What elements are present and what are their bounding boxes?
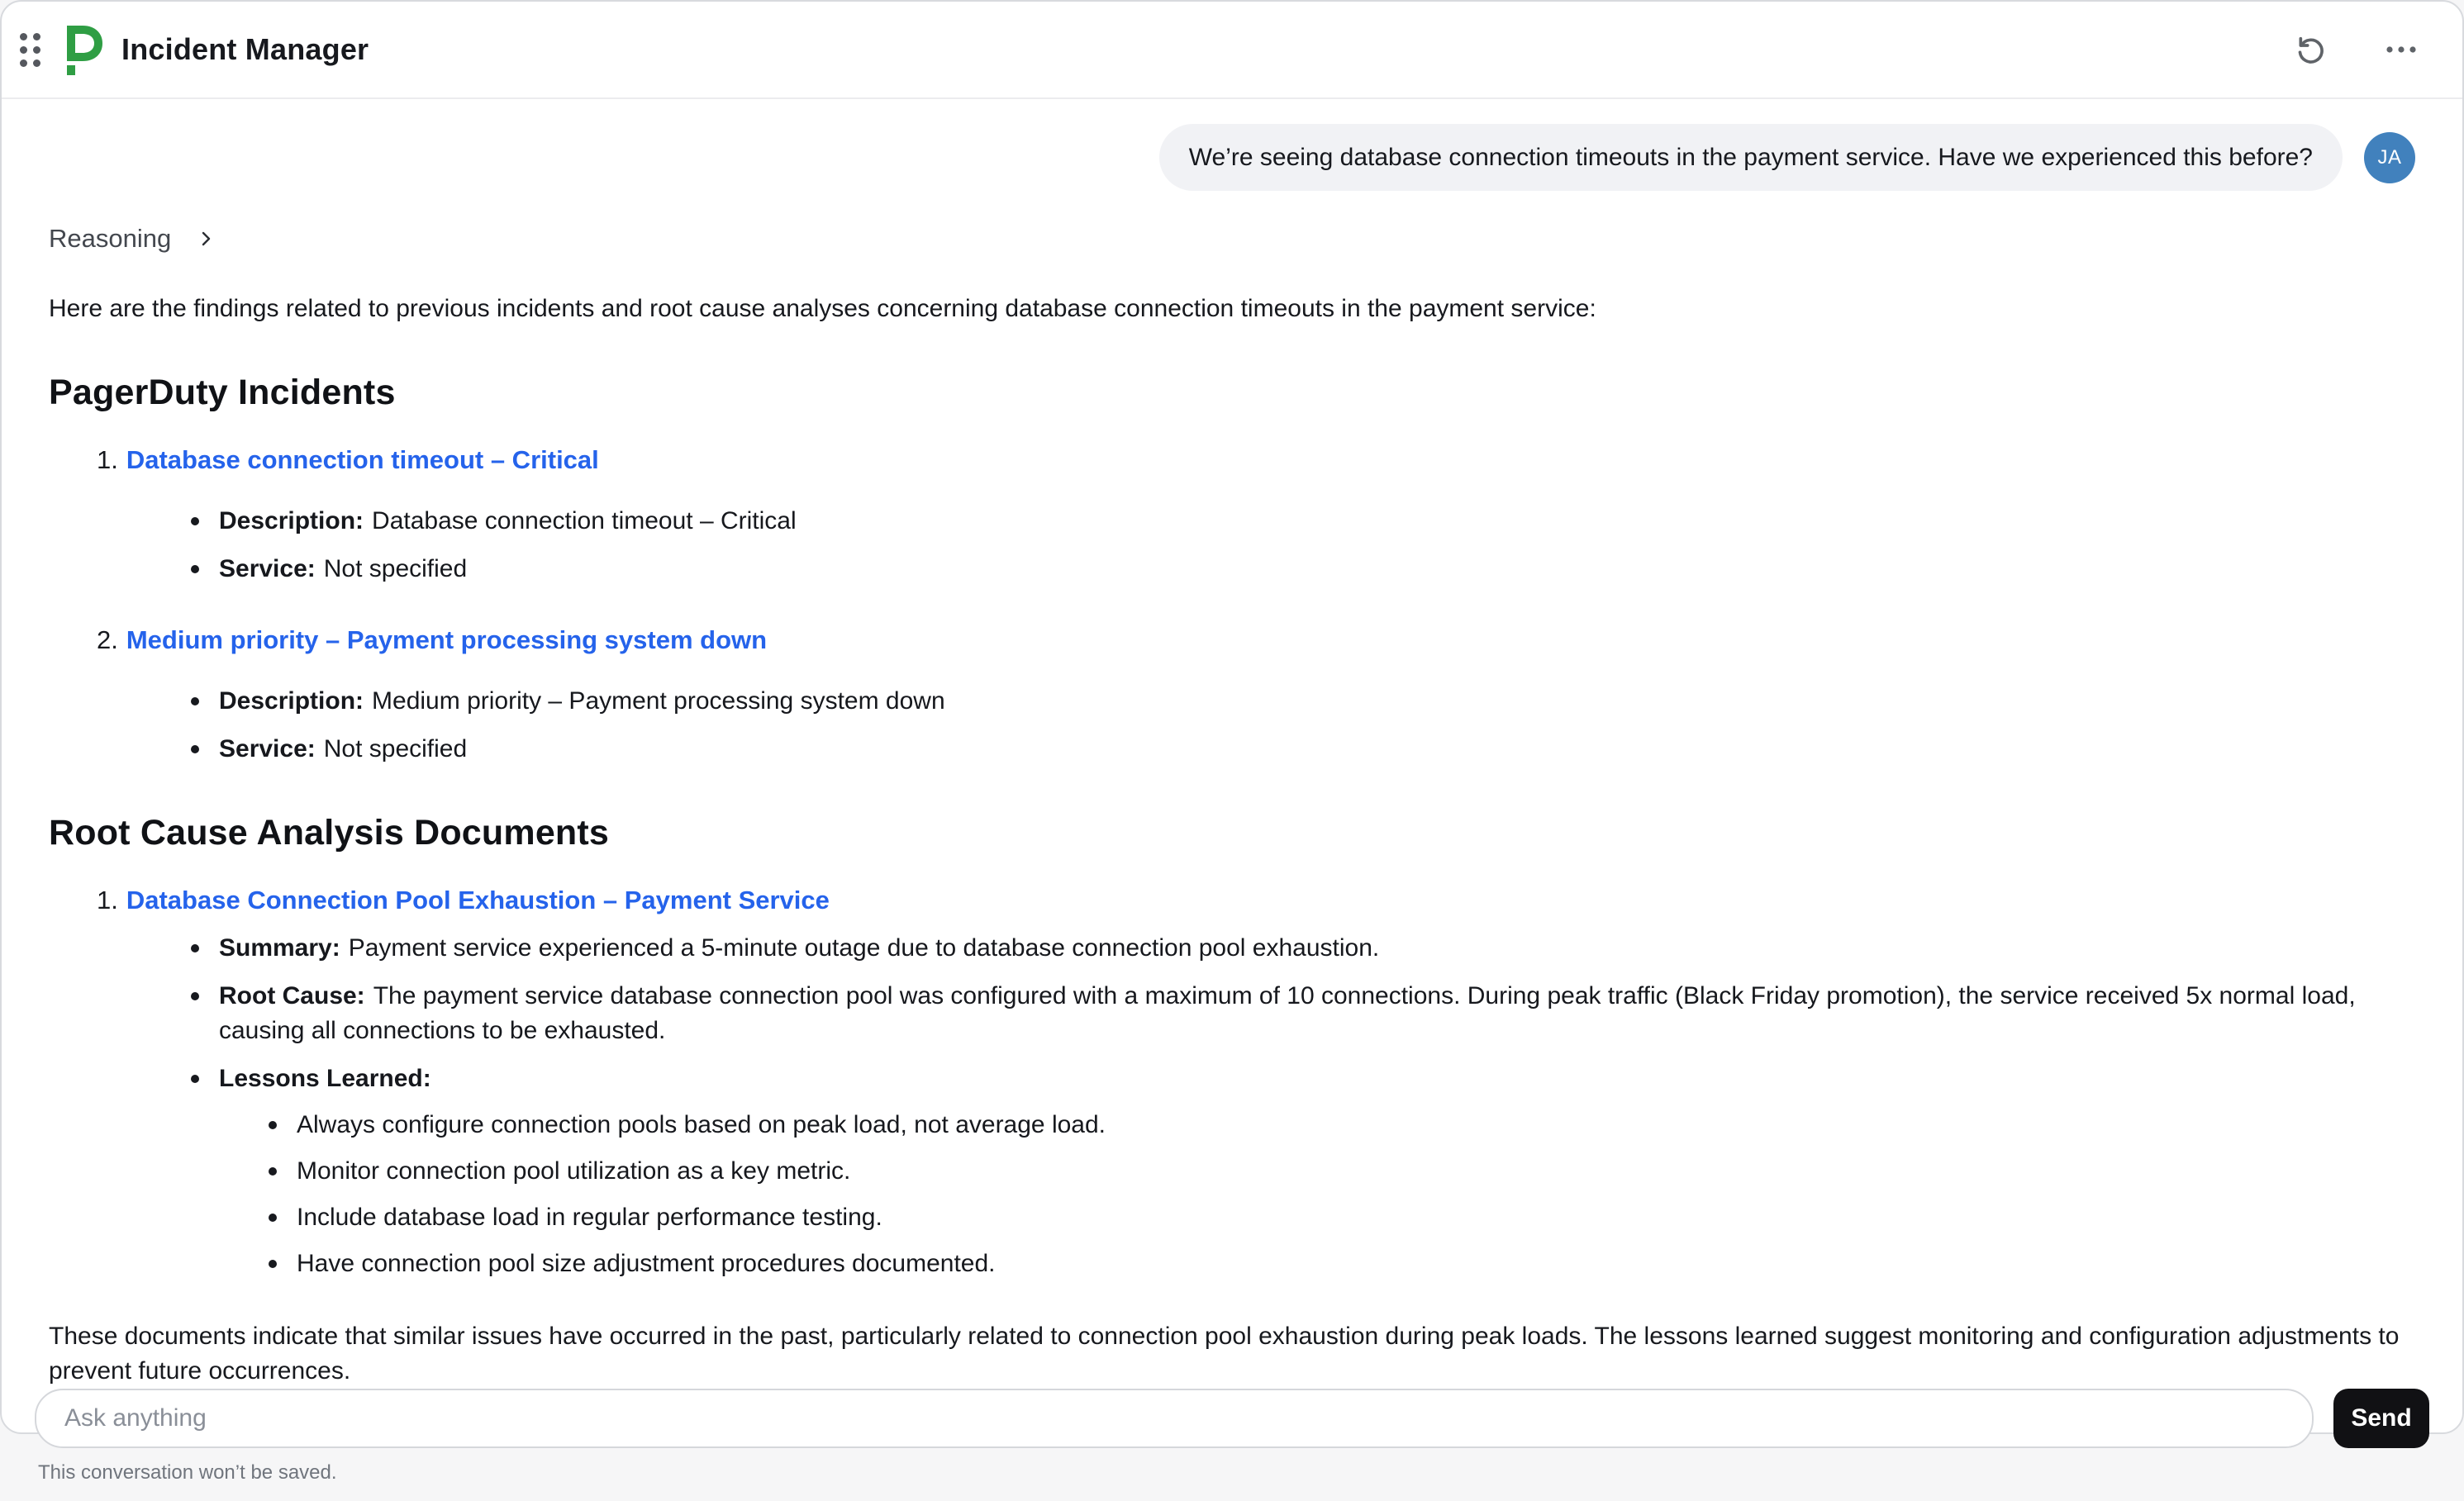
field-value: Not specified: [323, 554, 468, 582]
conversation-disclaimer: This conversation won’t be saved.: [38, 1461, 337, 1484]
chevron-right-icon: [196, 229, 216, 249]
section-heading-rca-documents: Root Cause Analysis Documents: [49, 812, 610, 853]
window-header: [2, 2, 2462, 99]
field-value: The payment service database connection pool was configured with a maximum of 10 connections. During peak traffic (Black Friday promotion), the service received 5x normal load, causing all connections to be exhausted.: [219, 981, 2356, 1044]
field-value: Database connection timeout – Critical: [372, 506, 797, 534]
rca-detail-list: [97, 931, 2415, 1281]
list-item: Include database load in regular performance testing.: [267, 1200, 2415, 1235]
incident-title-row: [97, 623, 2415, 658]
section-heading-pagerduty-incidents: PagerDuty Incidents: [49, 373, 396, 412]
item-number: 1.: [97, 885, 118, 914]
incident-detail-list: [97, 504, 2415, 587]
more-options-button[interactable]: [2376, 26, 2426, 73]
send-button[interactable]: Send: [2333, 1389, 2429, 1448]
list-item: [97, 443, 2415, 587]
page-title: Incident Manager: [121, 32, 369, 66]
item-number: 2.: [97, 625, 118, 654]
composer-area: [2, 1389, 2462, 1501]
pagerduty-logo-icon: [59, 24, 105, 75]
reset-icon: [2294, 33, 2327, 66]
list-item: [189, 684, 2415, 719]
ask-input[interactable]: [35, 1389, 2314, 1448]
item-number: 1.: [97, 445, 118, 474]
drag-handle-icon[interactable]: [20, 33, 40, 67]
field-label: Root Cause:: [219, 981, 365, 1009]
field-value: Payment service experienced a 5-minute outage due to database connection pool exhaustion.: [348, 933, 1380, 962]
list-item: [97, 623, 2415, 767]
chat-transcript: [2, 99, 2462, 1389]
reasoning-label: Reasoning: [49, 224, 172, 253]
rca-document-list: [49, 883, 2415, 1281]
rca-title-row: [97, 883, 2415, 918]
incident-link[interactable]: Medium priority – Payment processing system down: [126, 625, 768, 654]
field-label: Service:: [219, 554, 316, 582]
field-label: Description:: [219, 506, 364, 534]
incident-detail-list: [97, 684, 2415, 767]
field-label: Service:: [219, 734, 316, 762]
list-item: Monitor connection pool utilization as a key metric.: [267, 1154, 2415, 1189]
list-item: [189, 732, 2415, 767]
list-item: [189, 931, 2415, 966]
list-item: [189, 1062, 2415, 1281]
field-label: Description:: [219, 686, 364, 715]
assistant-closing-text: These documents indicate that similar issues have occurred in the past, particularly related to connection pool exhaustion during peak loads. The lessons learned suggest monitoring and configuration adjustments to prevent future occurrences.: [49, 1322, 2400, 1385]
user-message-row: [49, 124, 2415, 191]
field-value: Not specified: [323, 734, 468, 762]
list-item: [189, 552, 2415, 587]
incident-list: [49, 443, 2415, 767]
incident-link[interactable]: Database connection timeout – Critical: [126, 445, 599, 474]
reasoning-toggle[interactable]: [49, 224, 216, 254]
list-item: [97, 883, 2415, 1281]
field-value: Medium priority – Payment processing system down: [372, 686, 945, 715]
ellipsis-icon: [2383, 33, 2419, 66]
composer-row: [35, 1389, 2429, 1448]
field-label: Summary:: [219, 933, 340, 962]
list-item: Always configure connection pools based on peak load, not average load.: [267, 1108, 2415, 1142]
reset-conversation-button[interactable]: [2287, 26, 2333, 73]
lessons-learned-list: [219, 1108, 2415, 1281]
assistant-intro-text: Here are the findings related to previous incidents and root cause analyses concerning database connection timeouts in the payment service:: [49, 295, 1596, 322]
list-item: [189, 979, 2415, 1048]
user-message-bubble: We’re seeing database connection timeouts in the payment service. Have we experienced this before?: [1159, 124, 2343, 191]
field-label: Lessons Learned:: [219, 1064, 431, 1092]
rca-document-link[interactable]: Database Connection Pool Exhaustion – Payment Service: [126, 885, 830, 914]
incident-title-row: [97, 443, 2415, 477]
avatar: JA: [2364, 132, 2415, 183]
list-item: [189, 504, 2415, 539]
list-item: Have connection pool size adjustment procedures documented.: [267, 1247, 2415, 1281]
